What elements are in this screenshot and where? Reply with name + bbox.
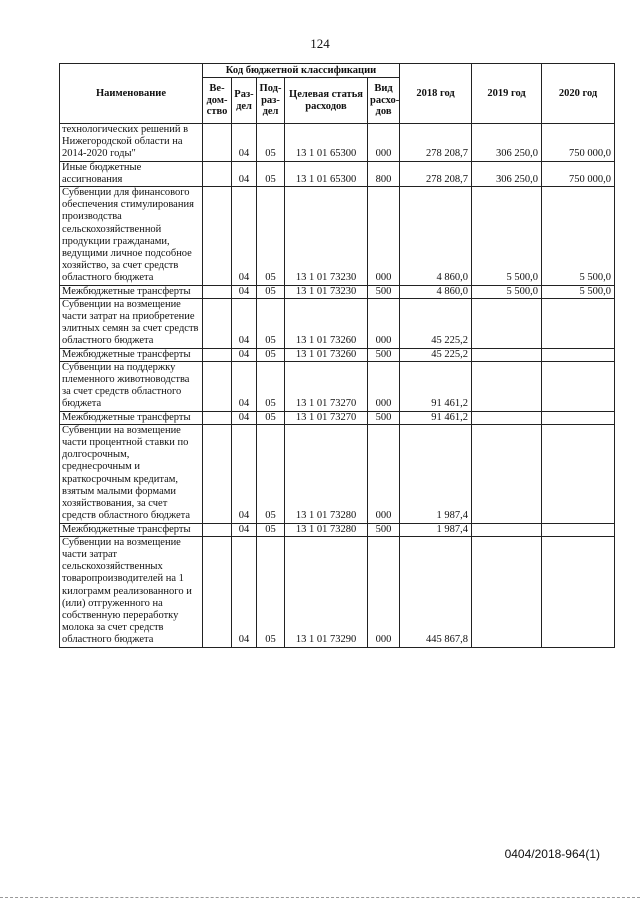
row-amount-2020 bbox=[542, 348, 615, 361]
row-amount-2019 bbox=[472, 298, 542, 348]
row-expense-type: 500 bbox=[368, 523, 400, 536]
row-target-article: 13 1 01 73280 bbox=[285, 523, 368, 536]
row-amount-2019 bbox=[472, 348, 542, 361]
row-name: Субвенции для финансового обеспечения стимулирования производства сельскохозяйственной продукции гражданами, ведущими личное подсобное хозяйство, за счет средств областного бюджета bbox=[60, 187, 203, 286]
row-target-article: 13 1 01 65300 bbox=[285, 124, 368, 162]
row-amount-2019: 5 500,0 bbox=[472, 285, 542, 298]
row-amount-2018: 278 208,7 bbox=[400, 161, 472, 186]
row-amount-2020 bbox=[542, 411, 615, 424]
row-expense-type: 000 bbox=[368, 187, 400, 286]
table-row bbox=[60, 411, 615, 424]
row-expense-type: 500 bbox=[368, 348, 400, 361]
row-vedomstvo bbox=[203, 285, 232, 298]
header-classification-group: Код бюджетной классификации bbox=[203, 64, 400, 78]
row-podrazdel: 05 bbox=[257, 298, 285, 348]
row-razdel: 04 bbox=[232, 187, 257, 286]
row-target-article: 13 1 01 73260 bbox=[285, 348, 368, 361]
row-amount-2020 bbox=[542, 424, 615, 523]
row-podrazdel: 05 bbox=[257, 285, 285, 298]
row-name: Субвенции на поддержку племенного животноводства за счет средств областного бюджета bbox=[60, 361, 203, 411]
row-podrazdel: 05 bbox=[257, 361, 285, 411]
table-row bbox=[60, 187, 615, 286]
header-2020: 2020 год bbox=[542, 64, 615, 124]
budget-table bbox=[59, 63, 615, 648]
row-amount-2018: 45 225,2 bbox=[400, 348, 472, 361]
row-target-article: 13 1 01 73260 bbox=[285, 298, 368, 348]
row-vedomstvo bbox=[203, 536, 232, 647]
row-amount-2020: 5 500,0 bbox=[542, 187, 615, 286]
row-expense-type: 000 bbox=[368, 124, 400, 162]
header-name: Наименование bbox=[60, 64, 203, 124]
page-number: 124 bbox=[310, 36, 330, 51]
row-name: Межбюджетные трансферты bbox=[60, 285, 203, 298]
header-vedomstvo: Ве-дом-ство bbox=[203, 78, 232, 124]
row-target-article: 13 1 01 73230 bbox=[285, 187, 368, 286]
row-amount-2018: 91 461,2 bbox=[400, 361, 472, 411]
row-amount-2020: 750 000,0 bbox=[542, 161, 615, 186]
header-razdel: Раз-дел bbox=[232, 78, 257, 124]
header-2019: 2019 год bbox=[472, 64, 542, 124]
row-amount-2019: 5 500,0 bbox=[472, 187, 542, 286]
row-podrazdel: 05 bbox=[257, 411, 285, 424]
row-vedomstvo bbox=[203, 424, 232, 523]
row-razdel: 04 bbox=[232, 361, 257, 411]
row-name: Субвенции на возмещение части затрат на приобретение элитных семян за счет средств областного бюджета bbox=[60, 298, 203, 348]
row-target-article: 13 1 01 65300 bbox=[285, 161, 368, 186]
row-amount-2018: 1 987,4 bbox=[400, 424, 472, 523]
row-name: Субвенции на возмещение части затрат сельскохозяйственных товаропроизводителей на 1 килограмм реализованного и (или) отгруженного на собственную переработку молока за счет средств областного бюджета bbox=[60, 536, 203, 647]
row-vedomstvo bbox=[203, 298, 232, 348]
row-amount-2020: 750 000,0 bbox=[542, 124, 615, 162]
row-expense-type: 000 bbox=[368, 361, 400, 411]
row-amount-2018: 91 461,2 bbox=[400, 411, 472, 424]
row-vedomstvo bbox=[203, 411, 232, 424]
page-edge-divider bbox=[0, 897, 640, 898]
row-razdel: 04 bbox=[232, 298, 257, 348]
row-razdel: 04 bbox=[232, 411, 257, 424]
row-name: Межбюджетные трансферты bbox=[60, 411, 203, 424]
row-expense-type: 000 bbox=[368, 536, 400, 647]
row-target-article: 13 1 01 73270 bbox=[285, 411, 368, 424]
row-razdel: 04 bbox=[232, 161, 257, 186]
row-amount-2018: 4 860,0 bbox=[400, 285, 472, 298]
row-amount-2019 bbox=[472, 424, 542, 523]
row-name: Межбюджетные трансферты bbox=[60, 523, 203, 536]
row-amount-2020 bbox=[542, 523, 615, 536]
table-row bbox=[60, 285, 615, 298]
row-amount-2019 bbox=[472, 523, 542, 536]
row-amount-2020 bbox=[542, 536, 615, 647]
row-podrazdel: 05 bbox=[257, 523, 285, 536]
document-code: 0404/2018-964(1) bbox=[504, 847, 600, 861]
row-amount-2019 bbox=[472, 536, 542, 647]
header-target-article: Целевая статья расходов bbox=[285, 78, 368, 124]
row-expense-type: 800 bbox=[368, 161, 400, 186]
row-amount-2020: 5 500,0 bbox=[542, 285, 615, 298]
table-row bbox=[60, 161, 615, 186]
row-razdel: 04 bbox=[232, 285, 257, 298]
row-expense-type: 500 bbox=[368, 285, 400, 298]
row-razdel: 04 bbox=[232, 424, 257, 523]
table-row bbox=[60, 536, 615, 647]
row-amount-2019 bbox=[472, 411, 542, 424]
row-amount-2018: 1 987,4 bbox=[400, 523, 472, 536]
row-target-article: 13 1 01 73270 bbox=[285, 361, 368, 411]
header-expense-type: Вид расхо-дов bbox=[368, 78, 400, 124]
row-target-article: 13 1 01 73290 bbox=[285, 536, 368, 647]
table-row bbox=[60, 424, 615, 523]
table-row bbox=[60, 348, 615, 361]
row-name: Субвенции на возмещение части процентной ставки по долгосрочным, среднесрочным и краткосрочным кредитам, взятым малыми формами хозяйствования, за счет средств областного бюджета bbox=[60, 424, 203, 523]
table-row bbox=[60, 124, 615, 162]
row-vedomstvo bbox=[203, 161, 232, 186]
row-target-article: 13 1 01 73280 bbox=[285, 424, 368, 523]
row-vedomstvo bbox=[203, 361, 232, 411]
row-name: технологических решений в Нижегородской области на 2014-2020 годы" bbox=[60, 124, 203, 162]
row-target-article: 13 1 01 73230 bbox=[285, 285, 368, 298]
row-razdel: 04 bbox=[232, 348, 257, 361]
row-razdel: 04 bbox=[232, 124, 257, 162]
row-name: Межбюджетные трансферты bbox=[60, 348, 203, 361]
row-amount-2019: 306 250,0 bbox=[472, 124, 542, 162]
row-podrazdel: 05 bbox=[257, 124, 285, 162]
row-podrazdel: 05 bbox=[257, 187, 285, 286]
row-amount-2020 bbox=[542, 298, 615, 348]
row-vedomstvo bbox=[203, 523, 232, 536]
row-vedomstvo bbox=[203, 124, 232, 162]
row-vedomstvo bbox=[203, 187, 232, 286]
row-vedomstvo bbox=[203, 348, 232, 361]
row-podrazdel: 05 bbox=[257, 348, 285, 361]
row-expense-type: 000 bbox=[368, 298, 400, 348]
row-name: Иные бюджетные ассигнования bbox=[60, 161, 203, 186]
header-podrazdel: Под-раз-дел bbox=[257, 78, 285, 124]
table-row bbox=[60, 523, 615, 536]
row-podrazdel: 05 bbox=[257, 536, 285, 647]
row-amount-2019 bbox=[472, 361, 542, 411]
row-expense-type: 500 bbox=[368, 411, 400, 424]
table-row bbox=[60, 298, 615, 348]
row-expense-type: 000 bbox=[368, 424, 400, 523]
row-amount-2019: 306 250,0 bbox=[472, 161, 542, 186]
row-amount-2020 bbox=[542, 361, 615, 411]
row-amount-2018: 4 860,0 bbox=[400, 187, 472, 286]
row-amount-2018: 45 225,2 bbox=[400, 298, 472, 348]
header-2018: 2018 год bbox=[400, 64, 472, 124]
row-razdel: 04 bbox=[232, 536, 257, 647]
table-row bbox=[60, 361, 615, 411]
row-podrazdel: 05 bbox=[257, 161, 285, 186]
row-amount-2018: 278 208,7 bbox=[400, 124, 472, 162]
row-podrazdel: 05 bbox=[257, 424, 285, 523]
row-amount-2018: 445 867,8 bbox=[400, 536, 472, 647]
row-razdel: 04 bbox=[232, 523, 257, 536]
